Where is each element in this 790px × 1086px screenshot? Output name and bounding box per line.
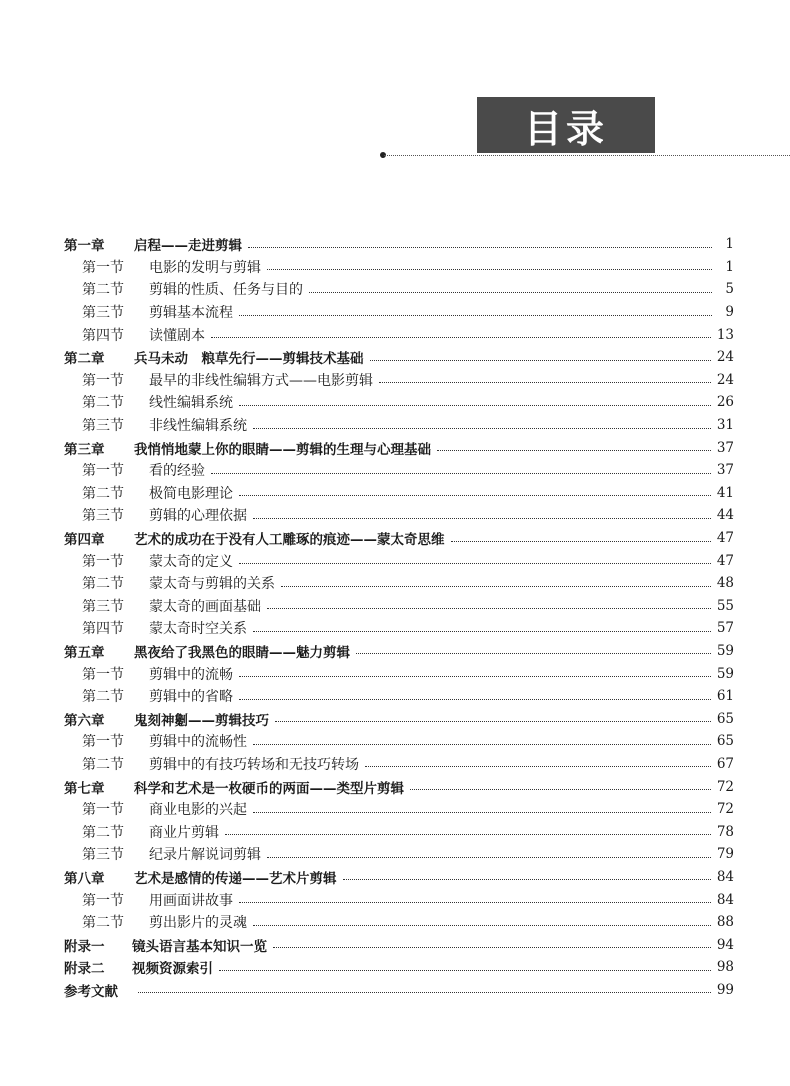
- toc-entry-number: 附录一: [64, 938, 105, 955]
- toc-page-number: 88: [716, 914, 734, 931]
- toc-entry-number: 第七章: [64, 780, 105, 797]
- dot-leader: [211, 473, 711, 474]
- toc-entry-number: 附录二: [64, 961, 105, 978]
- toc-section-row[interactable]: [64, 549, 734, 572]
- toc-entry-number: 第四节: [82, 621, 124, 638]
- toc-entry-number: 第二节: [82, 756, 124, 773]
- toc-entry-number: 第二节: [82, 576, 124, 593]
- dot-leader: [239, 676, 711, 677]
- toc-page-number: 44: [716, 507, 734, 524]
- dot-leader: [239, 405, 711, 406]
- toc-entry-number: 第一节: [82, 259, 124, 276]
- toc-entry-number: 第一节: [82, 802, 124, 819]
- dot-leader: [370, 360, 711, 361]
- toc-page-number: 84: [716, 868, 734, 885]
- toc-page-number: 37: [716, 462, 734, 479]
- toc-entry-title: 艺术的成功在于没有人工雕琢的痕迹——蒙太奇思维: [134, 532, 445, 549]
- toc-entry-title: 剪辑中的流畅性: [149, 734, 247, 751]
- toc-page-number: 78: [716, 823, 734, 840]
- toc-chapter-row[interactable]: [64, 527, 734, 550]
- dot-leader: [356, 653, 711, 654]
- dot-leader: [253, 518, 711, 519]
- toc-entry-number: 第四章: [64, 532, 105, 549]
- toc-entry-title: 黑夜给了我黑色的眼睛——魅力剪辑: [134, 644, 350, 661]
- toc-section-row[interactable]: [64, 753, 734, 776]
- toc-page-number: 24: [716, 349, 734, 366]
- toc-page-number: 24: [716, 371, 734, 388]
- dot-leader: [239, 699, 711, 700]
- toc-entry-number: 第三节: [82, 508, 124, 525]
- toc-section-row[interactable]: [64, 662, 734, 685]
- toc-entry-number: 第二节: [82, 824, 124, 841]
- toc-page-number: 5: [725, 281, 734, 298]
- toc-chapter-row[interactable]: [64, 233, 734, 256]
- dot-leader: [253, 631, 711, 632]
- toc-entry-title: 蒙太奇的画面基础: [149, 598, 261, 615]
- toc-page-number: 65: [716, 710, 734, 727]
- toc-page-number: 61: [716, 688, 734, 705]
- toc-section-row[interactable]: [64, 730, 734, 753]
- table-of-contents: [64, 233, 734, 1001]
- toc-section-row[interactable]: [64, 617, 734, 640]
- title-rule: [384, 155, 790, 156]
- dot-leader: [451, 541, 711, 542]
- dot-leader: [248, 247, 712, 248]
- dot-leader: [437, 450, 711, 451]
- toc-chapter-row[interactable]: [64, 346, 734, 369]
- toc-entry-title: 兵马未动 粮草先行——剪辑技术基础: [134, 351, 364, 368]
- toc-page-number: 57: [716, 620, 734, 637]
- toc-entry-title: 纪录片解说词剪辑: [149, 847, 261, 864]
- toc-section-row[interactable]: [64, 369, 734, 392]
- toc-entry-number: 第四节: [82, 327, 124, 344]
- toc-page-number: 41: [716, 484, 734, 501]
- toc-section-row[interactable]: [64, 888, 734, 911]
- toc-page-number: 59: [716, 665, 734, 682]
- toc-entry-title: 剪出影片的灵魂: [149, 915, 247, 932]
- toc-entry-title: 读懂剧本: [149, 327, 205, 344]
- toc-entry-number: 第三节: [82, 305, 124, 322]
- toc-page-number: 26: [716, 394, 734, 411]
- toc-page-number: 9: [725, 304, 734, 321]
- toc-page-number: 31: [716, 417, 734, 434]
- toc-page-number: 79: [716, 846, 734, 863]
- dot-leader: [253, 812, 711, 813]
- toc-entry-title: 蒙太奇的定义: [149, 553, 233, 570]
- dot-leader: [219, 970, 711, 971]
- toc-entry-number: 第一节: [82, 372, 124, 389]
- toc-section-row[interactable]: [64, 459, 734, 482]
- toc-page-number: 59: [716, 642, 734, 659]
- toc-section-row[interactable]: [64, 278, 734, 301]
- toc-section-row[interactable]: [64, 301, 734, 324]
- dot-leader: [253, 925, 711, 926]
- toc-chapter-row[interactable]: [64, 866, 734, 889]
- toc-entry-title: 科学和艺术是一枚硬币的两面——类型片剪辑: [134, 780, 404, 797]
- toc-section-row[interactable]: [64, 504, 734, 527]
- toc-page-number: 67: [716, 755, 734, 772]
- toc-entry-number: 第三节: [82, 847, 124, 864]
- toc-page-number: 99: [716, 981, 734, 998]
- toc-entry-title: 剪辑的性质、任务与目的: [149, 282, 303, 299]
- toc-entry-title: 视频资源索引: [132, 961, 213, 978]
- dot-leader: [225, 834, 711, 835]
- toc-page-number: 48: [716, 575, 734, 592]
- dot-leader: [253, 744, 711, 745]
- dot-leader: [281, 586, 711, 587]
- toc-entry-number: 第一节: [82, 892, 124, 909]
- toc-page-number: 98: [716, 959, 734, 976]
- toc-entry-number: 第二节: [82, 915, 124, 932]
- toc-entry-number: 第一章: [64, 238, 105, 255]
- dot-leader: [410, 789, 711, 790]
- dot-leader: [253, 428, 711, 429]
- page-title: 目录: [477, 97, 655, 153]
- toc-entry-title: 商业片剪辑: [149, 824, 219, 841]
- toc-page-number: 1: [725, 236, 734, 253]
- toc-entry-title: 蒙太奇时空关系: [149, 621, 247, 638]
- dot-leader: [379, 382, 711, 383]
- toc-entry-number: 第八章: [64, 870, 105, 887]
- dot-leader: [239, 563, 711, 564]
- toc-section-row[interactable]: [64, 798, 734, 821]
- toc-entry-number: 第二节: [82, 689, 124, 706]
- dot-leader: [267, 857, 711, 858]
- toc-page-number: 65: [716, 733, 734, 750]
- dot-leader: [138, 992, 711, 993]
- toc-entry-title: 剪辑中的流畅: [149, 666, 233, 683]
- dot-leader: [275, 721, 711, 722]
- toc-entry-title: 电影的发明与剪辑: [149, 259, 261, 276]
- toc-entry-title: 用画面讲故事: [149, 892, 233, 909]
- toc-entry-number: 第三节: [82, 598, 124, 615]
- toc-entry-title: 最早的非线性编辑方式——电影剪辑: [149, 372, 373, 389]
- toc-entry-title: 商业电影的兴起: [149, 802, 247, 819]
- toc-section-row[interactable]: [64, 911, 734, 934]
- toc-chapter-row[interactable]: [64, 933, 734, 956]
- toc-entry-number: 第六章: [64, 712, 105, 729]
- toc-page-number: 72: [716, 778, 734, 795]
- toc-entry-title: 剪辑的心理依据: [149, 508, 247, 525]
- toc-entry-number: 第二节: [82, 485, 124, 502]
- toc-entry-title: 线性编辑系统: [149, 395, 233, 412]
- toc-section-row[interactable]: [64, 391, 734, 414]
- toc-chapter-row[interactable]: [64, 640, 734, 663]
- toc-entry-number: 第二节: [82, 395, 124, 412]
- toc-entry-title: 启程——走进剪辑: [134, 238, 242, 255]
- toc-page-number: 37: [716, 439, 734, 456]
- dot-leader: [343, 879, 711, 880]
- toc-page-number: 1: [725, 258, 734, 275]
- toc-entry-title: 剪辑中的有技巧转场和无技巧转场: [149, 756, 359, 773]
- toc-page-number: 84: [716, 891, 734, 908]
- toc-entry-number: 第一节: [82, 666, 124, 683]
- toc-page-number: 94: [716, 936, 734, 953]
- dot-leader: [309, 292, 712, 293]
- toc-entry-title: 极简电影理论: [149, 485, 233, 502]
- toc-entry-title: 剪辑基本流程: [149, 305, 233, 322]
- dot-leader: [365, 766, 711, 767]
- toc-page-number: 72: [716, 801, 734, 818]
- toc-chapter-row[interactable]: [64, 775, 734, 798]
- toc-chapter-row[interactable]: [64, 956, 734, 979]
- dot-leader: [273, 947, 711, 948]
- toc-entry-title: 看的经验: [149, 463, 205, 480]
- toc-entry-number: 第一节: [82, 553, 124, 570]
- toc-chapter-row[interactable]: [64, 979, 734, 1002]
- toc-section-row[interactable]: [64, 820, 734, 843]
- toc-section-row[interactable]: [64, 256, 734, 279]
- dot-leader: [239, 315, 712, 316]
- toc-section-row[interactable]: [64, 685, 734, 708]
- toc-entry-number: 第三节: [82, 418, 124, 435]
- dot-leader: [239, 902, 711, 903]
- dot-leader: [267, 269, 712, 270]
- toc-section-row[interactable]: [64, 323, 734, 346]
- dot-leader: [211, 337, 711, 338]
- toc-section-row[interactable]: [64, 572, 734, 595]
- toc-entry-title: 我悄悄地蒙上你的眼睛——剪辑的生理与心理基础: [134, 441, 431, 458]
- toc-section-row[interactable]: [64, 414, 734, 437]
- toc-chapter-row[interactable]: [64, 707, 734, 730]
- dot-leader: [267, 608, 711, 609]
- toc-entry-number: 第一节: [82, 734, 124, 751]
- toc-entry-title: 蒙太奇与剪辑的关系: [149, 576, 275, 593]
- toc-entry-number: 第一节: [82, 463, 124, 480]
- toc-entry-title: 非线性编辑系统: [149, 418, 247, 435]
- toc-page-number: 13: [716, 326, 734, 343]
- toc-entry-number: 参考文献: [64, 983, 118, 1000]
- toc-entry-number: 第二章: [64, 351, 105, 368]
- toc-chapter-row[interactable]: [64, 436, 734, 459]
- toc-entry-number: 第三章: [64, 441, 105, 458]
- toc-entry-number: 第二节: [82, 282, 124, 299]
- toc-entry-number: 第五章: [64, 644, 105, 661]
- toc-page-number: 47: [716, 530, 734, 547]
- toc-entry-title: 艺术是感情的传递——艺术片剪辑: [134, 870, 337, 887]
- toc-entry-title: 剪辑中的省略: [149, 689, 233, 706]
- toc-section-row[interactable]: [64, 482, 734, 505]
- toc-page-number: 55: [716, 597, 734, 614]
- toc-entry-title: 鬼刻神劖——剪辑技巧: [134, 712, 269, 729]
- toc-entry-title: 镜头语言基本知识一览: [132, 938, 267, 955]
- toc-section-row[interactable]: [64, 843, 734, 866]
- toc-section-row[interactable]: [64, 595, 734, 618]
- dot-leader: [239, 495, 711, 496]
- toc-page-number: 47: [716, 552, 734, 569]
